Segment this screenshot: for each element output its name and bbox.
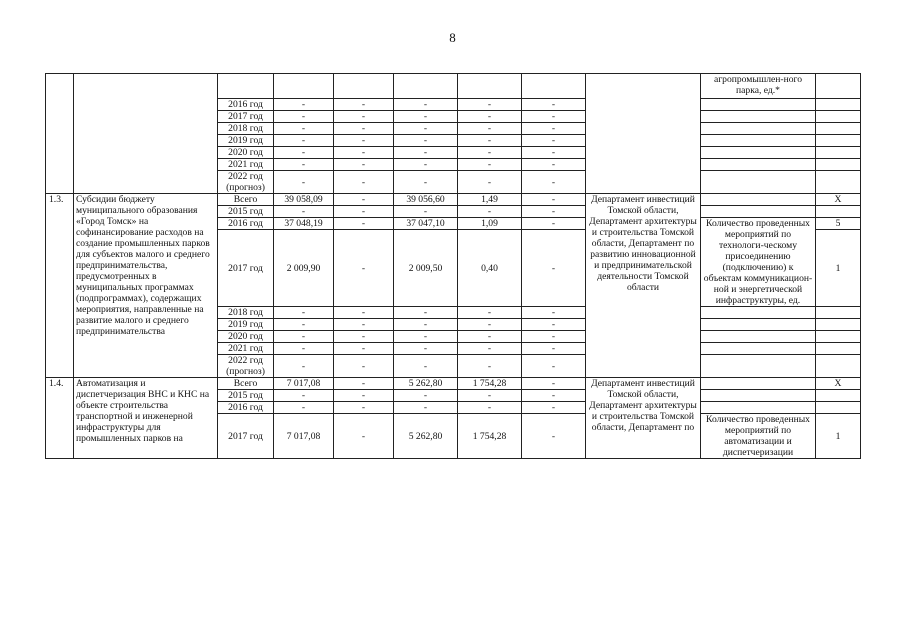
table-cell: - <box>394 307 458 319</box>
table-cell: - <box>458 99 522 111</box>
table-cell: - <box>522 123 586 135</box>
table-cell <box>816 123 861 135</box>
table-cell: - <box>334 159 394 171</box>
table-cell: - <box>394 402 458 414</box>
table-cell: Всего <box>218 378 274 390</box>
table-cell: - <box>458 355 522 378</box>
table-cell: 2020 год <box>218 331 274 343</box>
table-cell: - <box>334 230 394 307</box>
table-cell: - <box>522 402 586 414</box>
item-name: Субсидии бюджету муниципального образования «Город Томск» на софинансирование расходов на создание промышленных парков для субъектов малого и среднего предпринимательства, предусмотренных в муниципальных программах (подпрограммах), содержащих мероприятия, направленные на развитие малого и среднего предпринимательства <box>74 194 218 378</box>
item-name: Автоматизация и диспетчеризация ВНС и КНС на объекте строительства транспортной и инженерной инфраструктуры для промышленных парков на <box>74 378 218 459</box>
table-cell <box>701 159 816 171</box>
table-cell <box>701 111 816 123</box>
table-cell: - <box>522 331 586 343</box>
table-cell: - <box>334 111 394 123</box>
table-cell: - <box>522 319 586 331</box>
table-cell <box>816 147 861 159</box>
table-cell: - <box>394 343 458 355</box>
table-cell: 2017 год <box>218 230 274 307</box>
table-cell: - <box>274 402 334 414</box>
table-cell: 2019 год <box>218 135 274 147</box>
table-cell: - <box>522 355 586 378</box>
table-cell <box>701 331 816 343</box>
table-cell <box>701 123 816 135</box>
table-cell: 2016 год <box>218 99 274 111</box>
table-cell: 2022 год (прогноз) <box>218 171 274 194</box>
table-cell: - <box>274 159 334 171</box>
table-cell: - <box>522 390 586 402</box>
table-cell: - <box>458 331 522 343</box>
table-cell: 2016 год <box>218 218 274 230</box>
table-cell <box>458 74 522 99</box>
table-cell: 39 056,60 <box>394 194 458 206</box>
table-row <box>46 74 861 99</box>
table-cell: - <box>394 99 458 111</box>
table-cell: - <box>274 171 334 194</box>
table-cell: - <box>394 135 458 147</box>
table-cell: 2019 год <box>218 319 274 331</box>
table-cell <box>816 171 861 194</box>
table-cell: - <box>522 230 586 307</box>
table-cell: 1 <box>816 230 861 307</box>
table-cell: - <box>458 206 522 218</box>
table-cell: - <box>394 319 458 331</box>
table-cell <box>522 74 586 99</box>
table-cell: 2018 год <box>218 123 274 135</box>
table-cell: - <box>274 355 334 378</box>
table-cell: - <box>522 378 586 390</box>
table-cell: - <box>334 307 394 319</box>
table-cell <box>816 355 861 378</box>
table-cell: - <box>522 99 586 111</box>
table-cell: - <box>274 319 334 331</box>
table-cell: - <box>522 159 586 171</box>
table-cell <box>701 206 816 218</box>
table-cell: 2021 год <box>218 343 274 355</box>
item-number: 1.3. <box>46 194 74 378</box>
table-cell: 2016 год <box>218 402 274 414</box>
table-cell: - <box>274 206 334 218</box>
table-cell <box>701 355 816 378</box>
executor-cell <box>586 74 701 194</box>
table-cell <box>701 378 816 390</box>
table-cell: - <box>458 319 522 331</box>
table-cell: - <box>274 123 334 135</box>
table-cell: - <box>274 343 334 355</box>
table-cell: - <box>394 147 458 159</box>
table-cell <box>816 331 861 343</box>
table-cell: 7 017,08 <box>274 378 334 390</box>
table-row <box>46 378 861 390</box>
table-cell: - <box>458 171 522 194</box>
table-cell: - <box>394 355 458 378</box>
table-cell: 2020 год <box>218 147 274 159</box>
table-cell: - <box>334 331 394 343</box>
table-cell <box>816 74 861 99</box>
table-cell <box>701 135 816 147</box>
table-cell: - <box>274 390 334 402</box>
table-row <box>46 194 861 206</box>
table-cell <box>816 307 861 319</box>
table-cell <box>701 343 816 355</box>
table-cell: 2 009,50 <box>394 230 458 307</box>
table-cell: - <box>334 355 394 378</box>
table-cell: 5 262,80 <box>394 414 458 459</box>
table-cell <box>816 111 861 123</box>
table-cell: - <box>394 331 458 343</box>
table-cell: - <box>458 111 522 123</box>
table-cell: 2017 год <box>218 111 274 123</box>
table-cell: 2015 год <box>218 206 274 218</box>
table-cell: - <box>522 171 586 194</box>
table-cell: 39 058,09 <box>274 194 334 206</box>
table-cell: - <box>334 319 394 331</box>
table-cell: - <box>394 206 458 218</box>
table-cell: - <box>394 390 458 402</box>
table-cell: - <box>522 111 586 123</box>
table-cell: - <box>458 343 522 355</box>
table-cell: - <box>274 147 334 159</box>
executor: Департамент инвестиций Томской области, Департамент архитектуры и строительства Томской области, Департамент по развитию инновационной и предпринимательской деятельности Томской области <box>586 194 701 378</box>
table-cell: - <box>334 402 394 414</box>
table-cell: - <box>394 123 458 135</box>
table-cell: - <box>458 147 522 159</box>
table-cell <box>274 74 334 99</box>
table-cell: - <box>394 111 458 123</box>
table-cell: 2022 год (прогноз) <box>218 355 274 378</box>
table-cell: - <box>334 194 394 206</box>
table-cell: - <box>458 390 522 402</box>
table-cell <box>334 74 394 99</box>
table-cell <box>701 390 816 402</box>
table-cell: - <box>334 343 394 355</box>
table-cell: - <box>334 99 394 111</box>
table-cell: 1 754,28 <box>458 378 522 390</box>
table-cell: - <box>394 159 458 171</box>
table-cell <box>701 402 816 414</box>
table-cell: - <box>334 218 394 230</box>
indicator: Количество проведенных мероприятий по технологи-ческому присоединению (подключению) к объектам коммуникацион-ной и энергетической инфраструктуры, ед. <box>701 218 816 307</box>
table-cell <box>816 319 861 331</box>
table-cell: - <box>274 111 334 123</box>
table-cell: 2017 год <box>218 414 274 459</box>
table-cell: - <box>274 135 334 147</box>
table-cell: 2018 год <box>218 307 274 319</box>
indicator: Количество проведенных мероприятий по автоматизации и диспетчеризации <box>701 414 816 459</box>
table-cell: 37 047,10 <box>394 218 458 230</box>
table-cell <box>816 343 861 355</box>
table-cell <box>816 159 861 171</box>
table-cell: 1,09 <box>458 218 522 230</box>
table-cell: - <box>522 135 586 147</box>
table-cell <box>816 402 861 414</box>
table-cell: 1 754,28 <box>458 414 522 459</box>
table-cell <box>816 206 861 218</box>
table-cell: 0,40 <box>458 230 522 307</box>
table-cell: 5 262,80 <box>394 378 458 390</box>
table-cell: 1,49 <box>458 194 522 206</box>
table-cell: - <box>274 99 334 111</box>
table-cell: X <box>816 194 861 206</box>
page-number: 8 <box>449 30 456 45</box>
table-cell <box>701 147 816 159</box>
table-cell: - <box>522 218 586 230</box>
table-cell: 5 <box>816 218 861 230</box>
table-cell <box>701 319 816 331</box>
table-cell: 2 009,90 <box>274 230 334 307</box>
item-name-cell <box>74 74 218 194</box>
table-cell: - <box>458 159 522 171</box>
executor: Департамент инвестиций Томской области, Департамент архитектуры и строительства Томской области, Департамент по <box>586 378 701 459</box>
table-cell: - <box>458 402 522 414</box>
table-cell: 1 <box>816 414 861 459</box>
item-number: 1.4. <box>46 378 74 459</box>
table-cell: 7 017,08 <box>274 414 334 459</box>
table-cell: X <box>816 378 861 390</box>
table-cell: Всего <box>218 194 274 206</box>
table-cell: 2021 год <box>218 159 274 171</box>
table-cell <box>701 99 816 111</box>
table-cell: - <box>334 390 394 402</box>
indicator-cell: агропромышлен-ного парка, ед.* <box>701 74 816 99</box>
table-cell: - <box>522 343 586 355</box>
table-cell: - <box>334 147 394 159</box>
table-cell <box>701 171 816 194</box>
table-cell <box>218 74 274 99</box>
item-number-cell <box>46 74 74 194</box>
table-cell: - <box>458 135 522 147</box>
table-cell <box>701 307 816 319</box>
table-cell: - <box>522 206 586 218</box>
table-cell: - <box>334 206 394 218</box>
table-cell <box>394 74 458 99</box>
table-cell: - <box>334 135 394 147</box>
table-cell <box>816 390 861 402</box>
table-cell: - <box>458 307 522 319</box>
table-cell: - <box>334 171 394 194</box>
table-cell: - <box>522 147 586 159</box>
table-cell <box>816 135 861 147</box>
table-cell: - <box>522 414 586 459</box>
table-cell: - <box>394 171 458 194</box>
table-cell <box>816 99 861 111</box>
table-cell: 37 048,19 <box>274 218 334 230</box>
table-cell: - <box>334 378 394 390</box>
table-cell: - <box>334 414 394 459</box>
table-cell <box>701 194 816 206</box>
table-cell: - <box>458 123 522 135</box>
table-cell: - <box>522 307 586 319</box>
table-cell: - <box>274 331 334 343</box>
program-table <box>45 73 861 459</box>
table-cell: - <box>274 307 334 319</box>
table-cell: 2015 год <box>218 390 274 402</box>
table-cell: - <box>522 194 586 206</box>
table-cell: - <box>334 123 394 135</box>
